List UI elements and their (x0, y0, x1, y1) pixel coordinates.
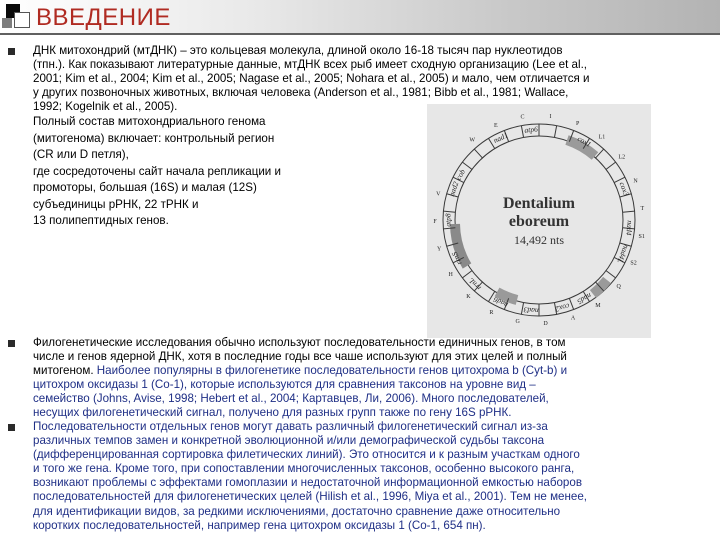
gene-label: nad2 (446, 180, 461, 198)
sequence-line: (дифференцированная сортировка филетических линий). Это относится и к разным участкам одного (33, 448, 580, 462)
trna-label: H (448, 272, 453, 279)
gene-label: nad3 (523, 305, 539, 316)
logo-square-light (14, 12, 30, 28)
intro-line: субъединицы рРНК, 22 тРНК и (33, 197, 199, 211)
phylo-line (33, 364, 567, 378)
trna-label: W (469, 137, 475, 144)
trna-label: F (433, 219, 437, 226)
trna-label: T (640, 205, 645, 212)
trna-label: V (436, 191, 441, 198)
gene-label: cox3 (617, 180, 631, 198)
gene-label: nad6 (491, 295, 510, 310)
genome-size: 14,492 nts (513, 233, 565, 247)
gene-label: rrnL (466, 276, 483, 293)
phylo-highlight-line: несущих филогенетический сигнал, получено для разных групп также по гену 16S рРНК. (33, 406, 512, 420)
gene-boundary-tick (474, 149, 482, 158)
phylo-line-start: митогеном. (33, 364, 97, 378)
phylogenetics-paragraph (33, 336, 567, 421)
gene-boundary-tick (606, 162, 616, 169)
trna-label: A (570, 315, 576, 322)
intro-line: 2001; Kim et al., 2004; Kim et al., 2005; Nagase et al., 2005; Nohara et al., 2005) и мало, чем отличается и (33, 72, 590, 86)
gene-boundary-tick (462, 162, 472, 169)
trna-label: G (515, 319, 520, 326)
gene-boundary-tick (443, 211, 455, 212)
intro-line: где сосредоточены сайт начала репликации и (33, 164, 281, 178)
trna-label: S2 (630, 260, 637, 267)
phylo-line: Филогенетические исследования обычно используют последовательности единичных генов, в том (33, 336, 566, 349)
intro-line: у других позвоночных животных, включая человека (Anderson et al., 1981; Bibb et al., 1981; Wallace, (33, 86, 569, 100)
sequence-line: возникают проблемы с эффектами гомоплазии и недостаточной информационной емкостью наборов (33, 476, 582, 490)
bullet-marker (8, 340, 15, 347)
trna-label: C (520, 114, 525, 121)
phylo-line: числе и генов ядерной ДНК, хотя в последние годы все чаше используют для этих целей и полный (33, 350, 567, 364)
sequence-line: Последовательности отдельных генов могут давать различный филогенетический сигнал из-за (33, 420, 548, 433)
gene-boundary-tick (521, 303, 523, 315)
trna-label: L1 (598, 134, 606, 141)
title-divider (0, 33, 720, 35)
species-epithet: eboreum (508, 213, 570, 230)
mitogenome-map (427, 104, 651, 338)
trna-label: P (575, 120, 580, 127)
intro-line: (CR или D петля), (33, 148, 129, 162)
trna-label: M (595, 303, 601, 310)
slide-title: ВВЕДЕНИЕ (36, 4, 171, 31)
phylo-highlight-line: цитохром оксидазы 1 (Co-1), которые используются для сравнения таксонов на уровне вид – (33, 378, 536, 392)
logo-square-gray (2, 18, 12, 28)
bullet-marker (8, 48, 15, 55)
gene-boundary-tick (554, 126, 556, 138)
gene-boundary-tick (606, 271, 616, 278)
trna-label: Y (437, 246, 442, 253)
gene-label: cox2 (554, 301, 571, 314)
gene-boundary-tick (462, 271, 472, 278)
phylo-highlight-line: семейство (Johns, Avise, 1998; Hebert et al., 2004; Картавцев, Ли, 2006). Много последователей, (33, 392, 549, 406)
gene-label: nad5 (575, 290, 594, 307)
sequence-line: последовательностей для филогенетических целей (Hilish et al., 1996, Miya et al., 2001). Тем не менее, (33, 490, 588, 504)
trna-label: D (543, 321, 548, 328)
gene-label: rrnS (449, 250, 464, 267)
gene-label: atp6 (524, 124, 539, 135)
intro-line: 1992; Kogelnik et al., 2005). (33, 100, 178, 114)
sequence-line: для идентификации видов, за редкими исключениями, достаточно сравнение даже относительно (33, 504, 561, 518)
gene-label: nad4 (624, 220, 635, 236)
sequence-line: различных темпов замен и конкретной эволюционной и/или демографической судьбы таксона (33, 434, 545, 448)
species-genus: Dentalium (503, 195, 575, 212)
intro-line: ДНК митохондрий (мтДНК) – это кольцевая молекула, длиной около 16-18 тысяч пар нуклеотидов (33, 44, 563, 57)
intro-line: (митогенома) включает: контрольный регион (33, 131, 275, 145)
bullet-marker (8, 424, 15, 431)
gene-label: nad1 (491, 130, 510, 145)
mitogenome-figure (427, 104, 651, 338)
trna-label: S1 (638, 233, 645, 240)
intro-line: Полный состав митохондриального генома (33, 115, 266, 129)
gene-label: cob (453, 167, 467, 182)
sequence-line: коротких последовательностей, например гена цитохром оксидазы 1 (Co-1, 654 пн). (33, 518, 486, 532)
trna-label: I (549, 114, 552, 121)
sequence-line: и того же гена. Кроме того, при сопоставлении многочисленных таксонов, особенно высокого ранга, (33, 462, 575, 476)
trna-label: N (633, 178, 638, 185)
intro-line: 13 полипептидных генов. (33, 213, 169, 227)
intro-line: промоторы, большая (16S) и малая (12S) (33, 181, 257, 195)
intro-line: (тпн.). Как показывают литературные данные, мтДНК всех рыб имеет сходную организацию (Lee et al., (33, 58, 588, 72)
gene-label: atp8 (443, 213, 453, 227)
gene-sequence-paragraph (33, 420, 587, 533)
trna-label: R (489, 309, 494, 316)
trna-label: Q (616, 284, 621, 291)
trna-label: E (493, 122, 498, 129)
phylo-highlight: Наиболее популярны в филогенетике последовательности генов цитохрома b (Cyt-b) и (96, 364, 568, 378)
gene-boundary-tick (623, 211, 635, 212)
gene-label: cox1 (576, 133, 593, 149)
trna-label: K (466, 293, 471, 300)
gene-label: nad4L (615, 243, 631, 265)
trna-label: L2 (618, 154, 626, 161)
